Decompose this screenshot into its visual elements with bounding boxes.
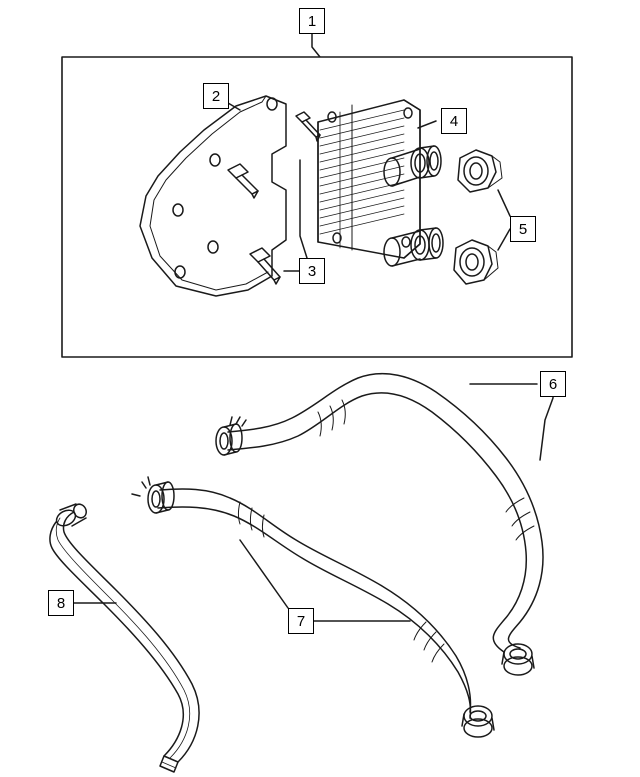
callout-1-label: 1 [307, 12, 317, 30]
callout-3[interactable] [299, 258, 325, 284]
tube-8-edge-right [63, 512, 199, 762]
callout-2[interactable] [203, 83, 229, 109]
callout-4-label: 4 [449, 112, 459, 130]
hose-7-band-1b [251, 508, 253, 530]
hose-6-centerline-lower [228, 393, 526, 652]
hose-6-band-1b [330, 406, 333, 430]
hose-6-band-2c [516, 526, 534, 540]
leader-1 [312, 34, 320, 57]
hose-7-centerline-upper [160, 489, 470, 712]
hose-6-band-1c [342, 400, 345, 424]
callout-6-label: 6 [548, 375, 558, 393]
hose-6-centerline-upper [228, 374, 543, 648]
callout-1[interactable] [299, 8, 325, 34]
callout-5-label: 5 [518, 220, 528, 238]
callout-8-label: 8 [56, 594, 66, 612]
tube-8-bottom-end [160, 756, 178, 772]
hose-7-lower-fitting [462, 706, 494, 737]
hose-7-band-1c [263, 515, 265, 537]
callout-6[interactable] [540, 371, 566, 397]
callout-3-label: 3 [307, 262, 317, 280]
tube-8-edge-left [50, 522, 183, 756]
tube-8-highlight [56, 518, 189, 758]
tube-8-top-fitting [54, 502, 89, 529]
hose-7-band-2c [432, 644, 444, 662]
hose-7-band-1a [239, 502, 241, 524]
hose-6-lower-fitting [502, 644, 534, 675]
leader-7a [240, 540, 288, 608]
callout-7[interactable] [288, 608, 314, 634]
hose-7-centerline-lower [158, 507, 471, 718]
callout-5[interactable] [510, 216, 536, 242]
group-box-1 [62, 57, 572, 357]
callout-7-label: 7 [296, 612, 306, 630]
callout-8[interactable] [48, 590, 74, 616]
callout-4[interactable] [441, 108, 467, 134]
callout-2-label: 2 [211, 87, 221, 105]
